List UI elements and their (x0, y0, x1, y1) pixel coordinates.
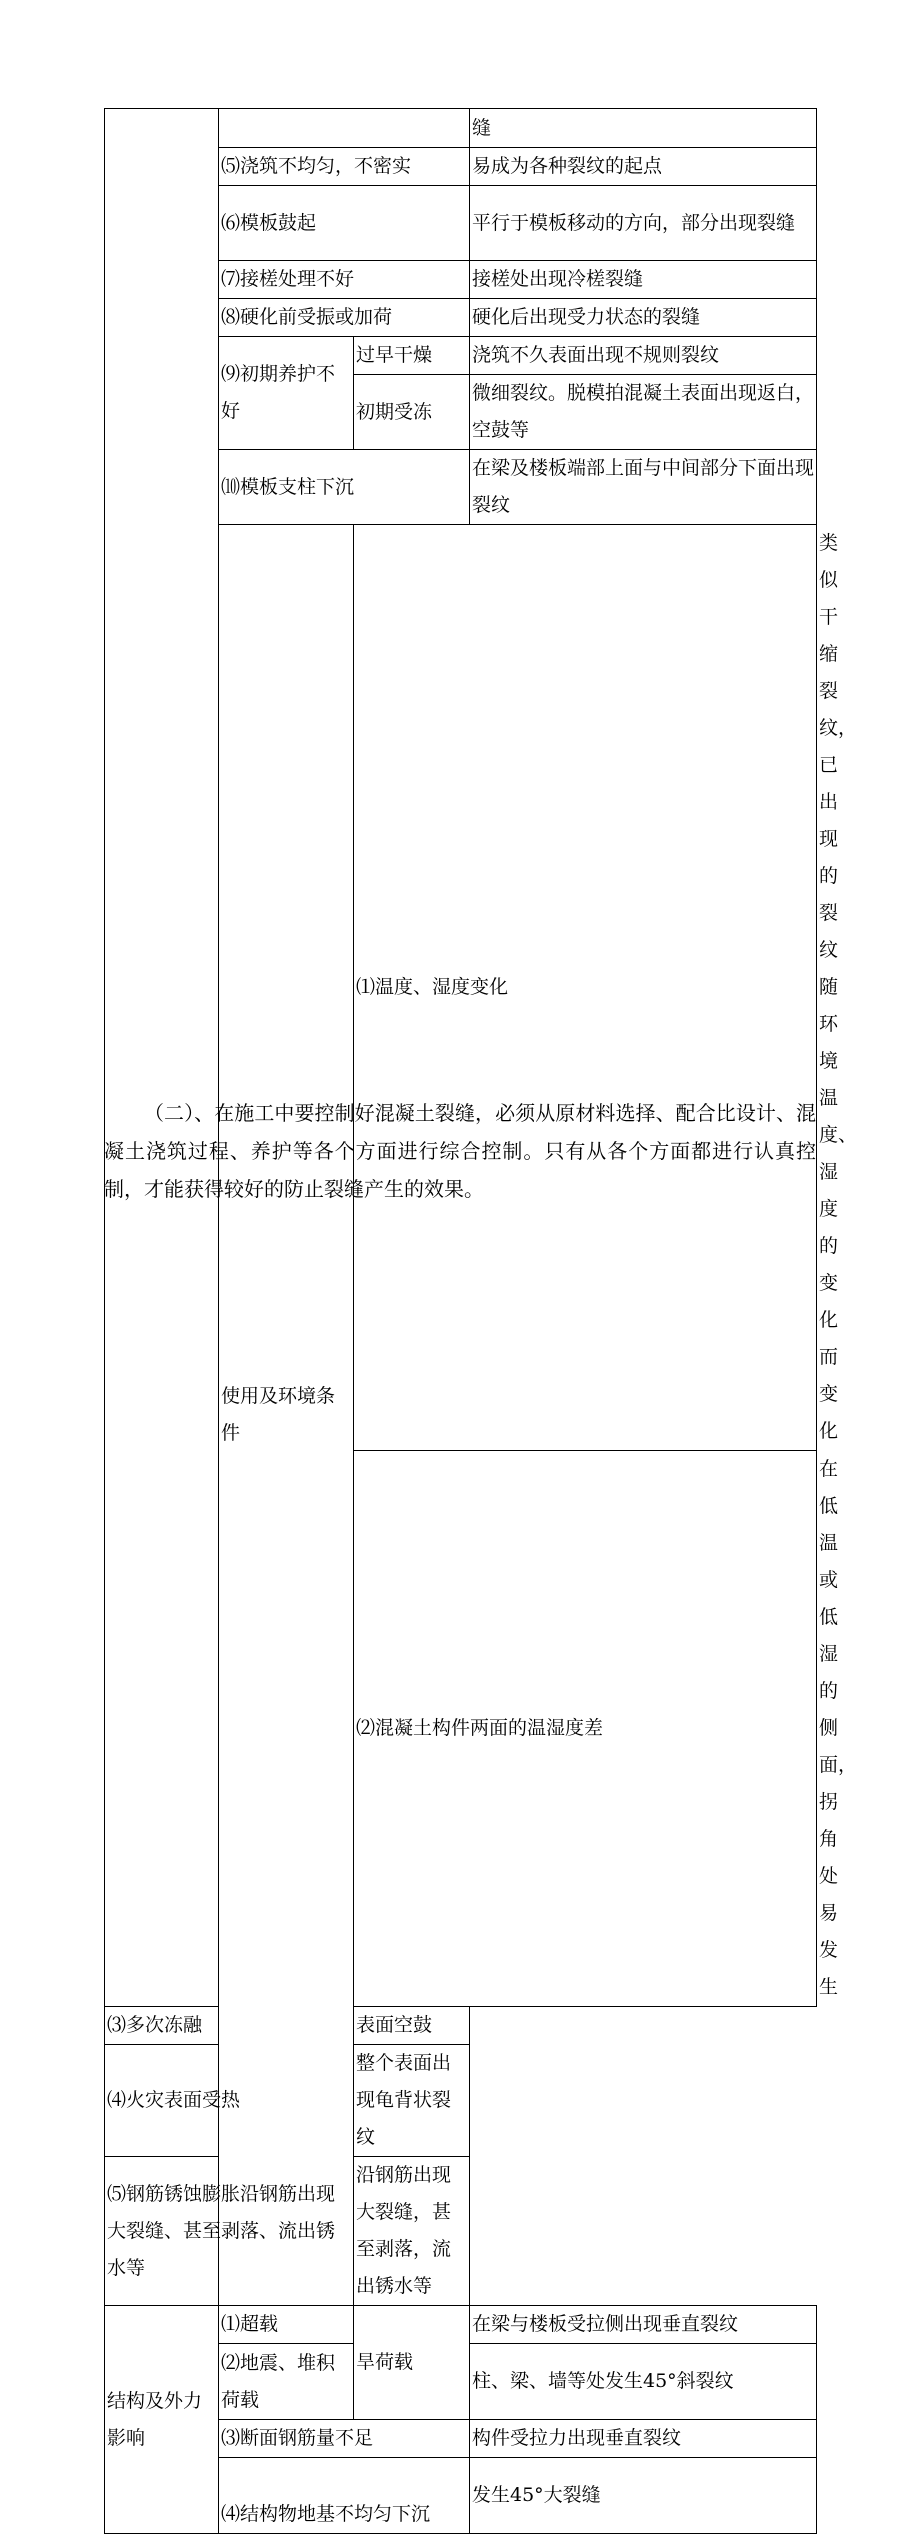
effect-cell: 构件受拉力出现垂直裂纹 (470, 2420, 817, 2458)
cause-cell: ⑶多次冻融 (105, 2007, 354, 2045)
cause-cell: ⑽模板支柱下沉 (219, 450, 470, 525)
effect-cell: 缝 (470, 109, 817, 148)
cause-cell: ⑵地震、堆积荷载 (219, 2344, 354, 2420)
curing-sub-cell: 初期受冻 (354, 375, 470, 450)
cause-cell: ⑴温度、湿度变化 (354, 525, 817, 1451)
cause-cell: ⑻硬化前受振或加荷 (219, 299, 470, 337)
cause-cell: ⑹模板鼓起 (219, 186, 470, 261)
effect-cell: 硬化后出现受力状态的裂缝 (470, 299, 817, 337)
effect-cell: 平行于模板移动的方向，部分出现裂缝 (470, 186, 817, 261)
category-cell-construction (105, 109, 219, 2007)
category-cell-structure: 结构及外力影响 (105, 2306, 219, 2534)
category-cell-environment: 使用及环境条件 (219, 525, 354, 2306)
cause-cell: ⑺接槎处理不好 (219, 261, 470, 299)
body-paragraph: （二）、在施工中要控制好混凝土裂缝，必须从原材料选择、配合比设计、混凝土浇筑过程、养护等各个方面进行综合控制。只有从各个方面都进行认真控制，才能获得较好的防止裂缝产生的效果。 (104, 1101, 816, 1201)
cause-cell: ⑷结构物地基不均匀下沉 (219, 2458, 470, 2534)
cause-cell: ⑴超载 (219, 2306, 354, 2344)
effect-cell: 接槎处出现冷槎裂缝 (470, 261, 817, 299)
effect-cell: 易成为各种裂纹的起点 (470, 148, 817, 186)
effect-cell: 微细裂纹。脱模拍混凝土表面出现返白，空鼓等 (470, 375, 817, 450)
effect-cell: 沿钢筋出现大裂缝，甚至剥落，流出锈水等 (354, 2157, 470, 2306)
cause-cell: ⑸浇筑不均匀，不密实 (219, 148, 470, 186)
cause-cell: ⑷火灾表面受热 (105, 2045, 354, 2157)
curing-cause-cell: ⑼初期养护不好 (219, 337, 354, 450)
cause-cell: ⑶断面钢筋量不足 (219, 2420, 470, 2458)
cause-cell-empty (219, 109, 470, 148)
curing-sub-cell: 过早干燥 (354, 337, 470, 375)
effect-cell: 浇筑不久表面出现不规则裂纹 (470, 337, 817, 375)
effect-cell: 在梁及楼板端部上面与中间部分下面出现裂纹 (470, 450, 817, 525)
effect-cell: 表面空鼓 (354, 2007, 470, 2045)
load-type-cell: 旱荷载 (354, 2306, 470, 2420)
cause-cell: ⑵混凝土构件两面的温湿度差 (354, 1451, 817, 2007)
effect-cell: 柱、梁、墙等处发生45°斜裂纹 (470, 2344, 817, 2420)
effect-cell: 整个表面出现龟背状裂纹 (354, 2045, 470, 2157)
effect-cell: 发生45°大裂缝 (470, 2458, 817, 2534)
crack-cause-table: 缝 ⑸浇筑不均匀，不密实 易成为各种裂纹的起点 ⑹模板鼓起 平行于模板移动的方向，部分出现裂缝 ⑺接槎处理不好 接槎处出现冷槎裂缝 ⑻硬化前受振或加荷 硬化后出现受力状态的裂缝 ⑼初期养护不好 过早干燥 浇筑不久表面出现不规则裂纹 初期受冻 微细裂纹。脱模拍混凝土表面出现返白，空鼓等 ⑽模板支柱下沉 在梁及楼板端部上面与中间部分下面出现裂纹 使用及环境条件 ⑴温度、湿度变化 类似干缩裂纹，已出现的裂纹随环境温度、湿度的变化而变化 ⑵混凝土构件两面的温湿度差 在低温或低湿的侧面，拐角处易发生 ⑶多次冻融 表面空鼓 ⑷火灾表面受热 整个表面出现龟背状裂纹 ⑸钢筋锈蚀膨胀沿钢筋出现大裂缝、甚至剥落、流出锈水等 沿钢筋出现大裂缝，甚至剥落，流出锈水等 结构及外力影响 ⑴超载 旱荷载 在梁与楼板受拉侧出现垂直裂纹 ⑵地震、堆积荷载 柱、梁、墙等处发生45°斜裂纹 ⑶断面钢筋量不足 构件受拉力出现垂直裂纹 ⑷结构物地基不均匀下沉 发生45°大裂缝 (104, 108, 817, 2534)
cause-cell: ⑸钢筋锈蚀膨胀沿钢筋出现大裂缝、甚至剥落、流出锈水等 (105, 2157, 354, 2306)
effect-cell: 在梁与楼板受拉侧出现垂直裂纹 (470, 2306, 817, 2344)
